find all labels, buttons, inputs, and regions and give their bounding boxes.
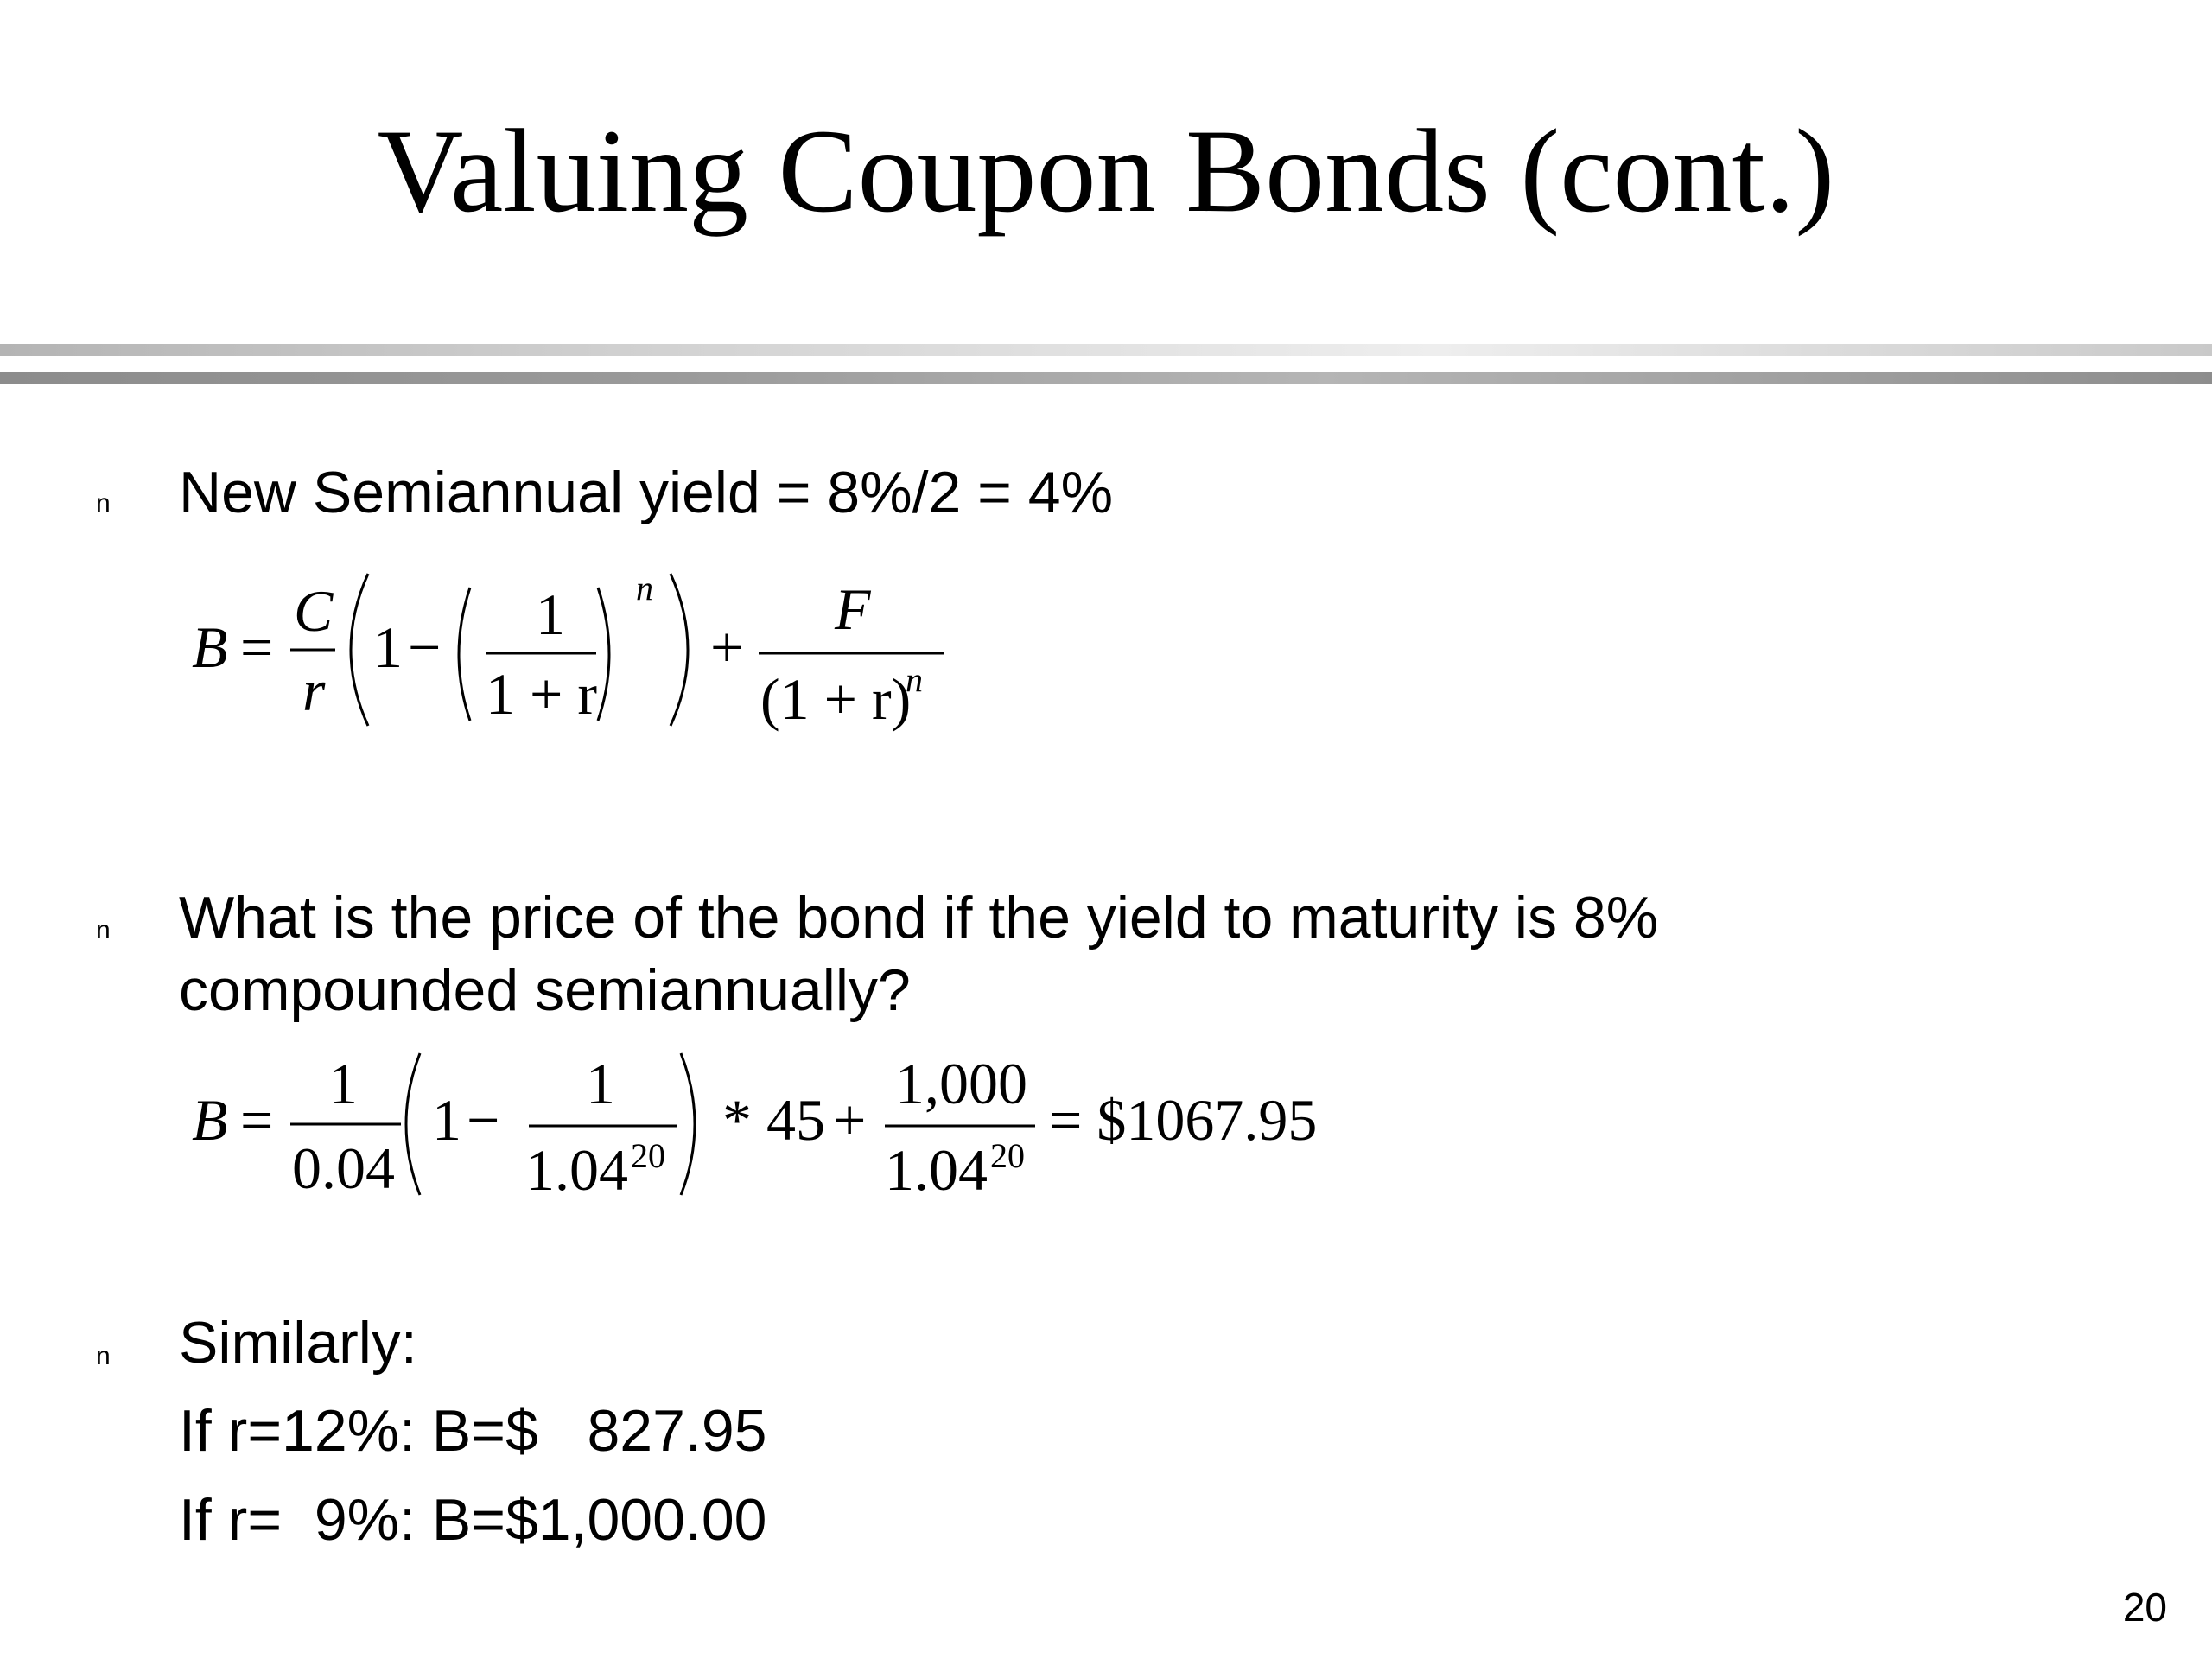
bullet-marker: n: [96, 489, 111, 518]
right-paren: [681, 1053, 695, 1195]
calc-equals: =: [240, 1087, 274, 1153]
bullet-text-question-continued: compounded semiannually?: [179, 957, 911, 1023]
scenario-r-12: If r=12%: B=$ 827.95: [179, 1398, 767, 1464]
bullet-text-semiannual-yield: New Semiannual yield = 8%/2 = 4%: [179, 460, 1114, 525]
inner-numerator: 1: [536, 582, 565, 647]
calc-result: = $1067.95: [1049, 1087, 1318, 1153]
right-paren: [671, 574, 688, 726]
formula-equals: =: [240, 614, 274, 680]
calc-frac3-denominator-base: 1.04: [885, 1137, 988, 1203]
calc-frac1-denominator: 0.04: [292, 1135, 395, 1201]
bond-price-formula: [181, 562, 959, 747]
slide-title: Valuing Coupon Bonds (cont.): [377, 105, 1835, 237]
calc-frac1-numerator: 1: [328, 1051, 358, 1116]
calc-times-coupon: * 45: [722, 1087, 825, 1153]
left-paren: [351, 574, 368, 726]
scenario-r-9: If r= 9%: B=$1,000.00: [179, 1487, 767, 1553]
formula-denominator-base: (1 + r): [760, 666, 912, 732]
calc-plus: +: [833, 1087, 867, 1153]
calc-minus: −: [467, 1087, 500, 1153]
calc-frac2-exponent: 20: [631, 1136, 665, 1175]
bullet-text-question: What is the price of the bond if the yield to maturity is 8%: [179, 885, 1659, 950]
formula-coupon: C: [294, 578, 334, 644]
formula-one: 1: [373, 614, 403, 680]
bullet-marker: n: [96, 1342, 111, 1370]
page-number: 20: [2122, 1585, 2167, 1630]
inner-denominator: 1 + r: [486, 661, 597, 727]
formula-exponent: n: [636, 569, 653, 607]
title-divider-light: [0, 344, 2212, 356]
inner-left-paren: [459, 588, 470, 721]
title-divider-dark: [0, 372, 2212, 384]
formula-face-value: F: [835, 576, 871, 642]
left-paren: [406, 1053, 420, 1195]
formula-minus: −: [408, 614, 442, 680]
calc-frac3-numerator: 1,000: [895, 1051, 1027, 1116]
formula-plus: +: [710, 614, 744, 680]
calc-frac2-numerator: 1: [586, 1051, 615, 1116]
bond-price-calculation: [181, 1041, 1391, 1210]
formula-rate: r: [302, 658, 326, 723]
calc-frac3-exponent: 20: [990, 1136, 1025, 1175]
bullet-text-similarly: Similarly:: [179, 1310, 417, 1376]
bullet-marker: n: [96, 916, 111, 944]
calc-lhs: B: [192, 1087, 228, 1153]
formula-denominator-exponent: n: [906, 660, 923, 699]
formula-lhs: B: [192, 614, 228, 680]
inner-right-paren: [598, 588, 609, 721]
calc-frac2-denominator-base: 1.04: [525, 1137, 628, 1203]
calc-one: 1: [432, 1087, 461, 1153]
